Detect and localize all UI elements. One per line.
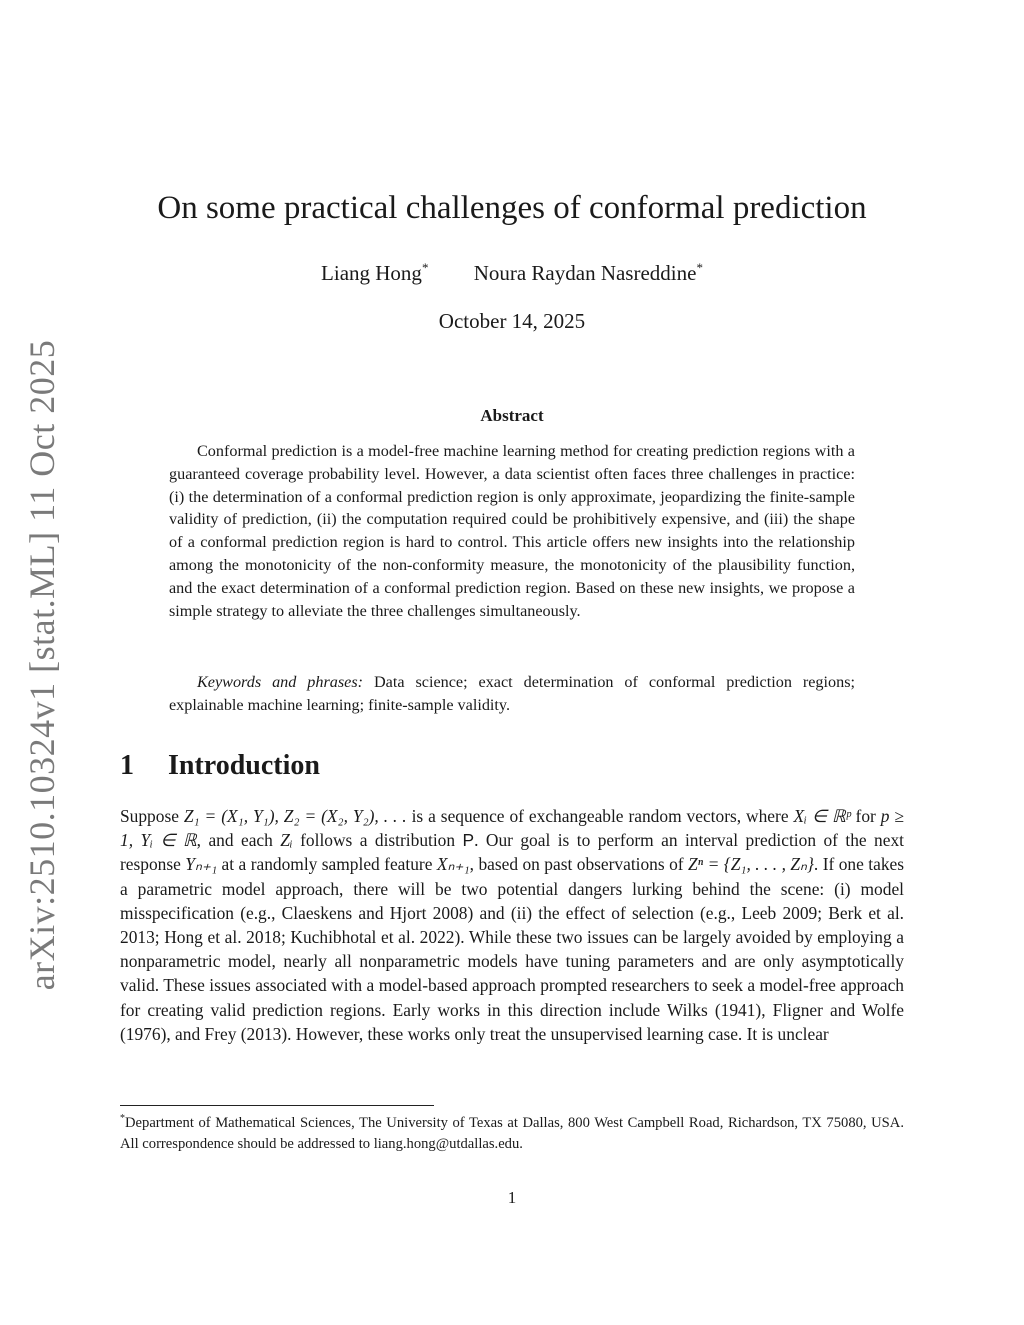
math-inline: Z₁ = (X₁, Y₁), Z₂ = (X₂, Y₂), . . . [183, 806, 407, 826]
page-number: 1 [507, 1188, 517, 1207]
section-heading [120, 750, 320, 782]
abstract-text: Conformal prediction is a model-free machine learning method for creating prediction regions with a guaranteed coverage probability level. However, a data scientist often faces three challenges in practice: (i) the determination of a conformal prediction region is only approximate, jeopardizing the finite-sample validity of prediction, (ii) the computation required could be prohibitively expensive, and (iii) the shape of a conformal prediction region is hard to control. This article offers new insights into the relationship among the monotonicity of the non-conformity measure, the monotonicity of the plausibility function, and the exact determination of a conformal prediction region. Based on these new insights, we propose a simple strategy to alleviate the three challenges simultaneously. [169, 442, 855, 620]
math-inline: Yₙ₊₁ [185, 854, 218, 875]
intro-text: follows a distribution [292, 830, 463, 851]
intro-text: , based on past observations of [469, 854, 689, 875]
paper-date: October 14, 2025 [438, 309, 586, 333]
author-list [0, 260, 1024, 286]
intro-text: Suppose [120, 806, 184, 826]
math-inline: Zᵢ [280, 830, 293, 851]
intro-text: , and each [196, 830, 281, 851]
keywords-label: Keywords and phrases: [197, 673, 364, 691]
keywords-text: Data science; exact determination of conformal prediction regions; explainable machine learning; finite-sample validity. [169, 673, 856, 714]
keywords [169, 671, 855, 717]
arxiv-identifier: arXiv:2510.10324v1 [stat.ML] 11 Oct 2025 [22, 339, 62, 991]
footnote-mark: * [120, 1113, 125, 1124]
intro-text: for [850, 806, 881, 826]
intro-text: at a randomly sampled feature [217, 854, 437, 875]
section-title: Introduction [168, 750, 320, 781]
author-footnote-mark: * [696, 260, 703, 275]
paper-title: On some practical challenges of conformal prediction [157, 190, 867, 226]
footnote-divider [120, 1105, 434, 1106]
math-inline: Xᵢ ∈ ℝᵖ [793, 806, 851, 826]
introduction-paragraph [120, 804, 904, 1046]
author-footnote-mark: * [421, 260, 429, 275]
author [474, 260, 703, 286]
math-inline: Zⁿ = {Z₁, . . . , Zₙ} [688, 854, 814, 875]
intro-text: . Our goal is to perform an interval prediction of the next response [120, 830, 904, 875]
math-inline: P [462, 830, 475, 851]
author [321, 260, 428, 286]
abstract-heading: Abstract [480, 406, 544, 425]
math-inline: Xₙ₊₁ [436, 854, 470, 875]
footnote [120, 1108, 904, 1155]
author-name: Noura Raydan Nasreddine [473, 261, 697, 285]
footnote-text: Department of Mathematical Sciences, The University of Texas at Dallas, 800 West Campbell Road, Richardson, TX 75080, USA. All correspondence should be addressed to liang.hong@utdallas.edu. [120, 1114, 904, 1152]
intro-text: is a sequence of exchangeable random vectors, where [406, 806, 794, 826]
author-name: Liang Hong [321, 261, 422, 285]
section-number: 1 [120, 750, 134, 781]
intro-text: . If one takes a parametric model approach, there will be two potential dangers lurking behind the scene: (i) model misspecification (e.g., Claeskens and Hjort 2008) and (ii) the effect of selection (e.g., Leeb 2009; Berk et al. 2013; Hong et al. 2018; Kuchibhotal et al. 2022). While these two issues can be largely avoided by employing a nonparametric model, nearly all nonparametric models have tuning parameters and are only asymptotically valid. These issues associated with a model-based approach prompted researchers to seek a model-free approach for creating valid prediction regions. Early works in this direction include Wilks (1941), Fligner and Wolfe (1976), and Frey (2013). However, these works only treat the unsupervised learning case. It is unclear [120, 854, 904, 1044]
math-inline: p ≥ 1, Yᵢ ∈ ℝ [120, 806, 904, 851]
